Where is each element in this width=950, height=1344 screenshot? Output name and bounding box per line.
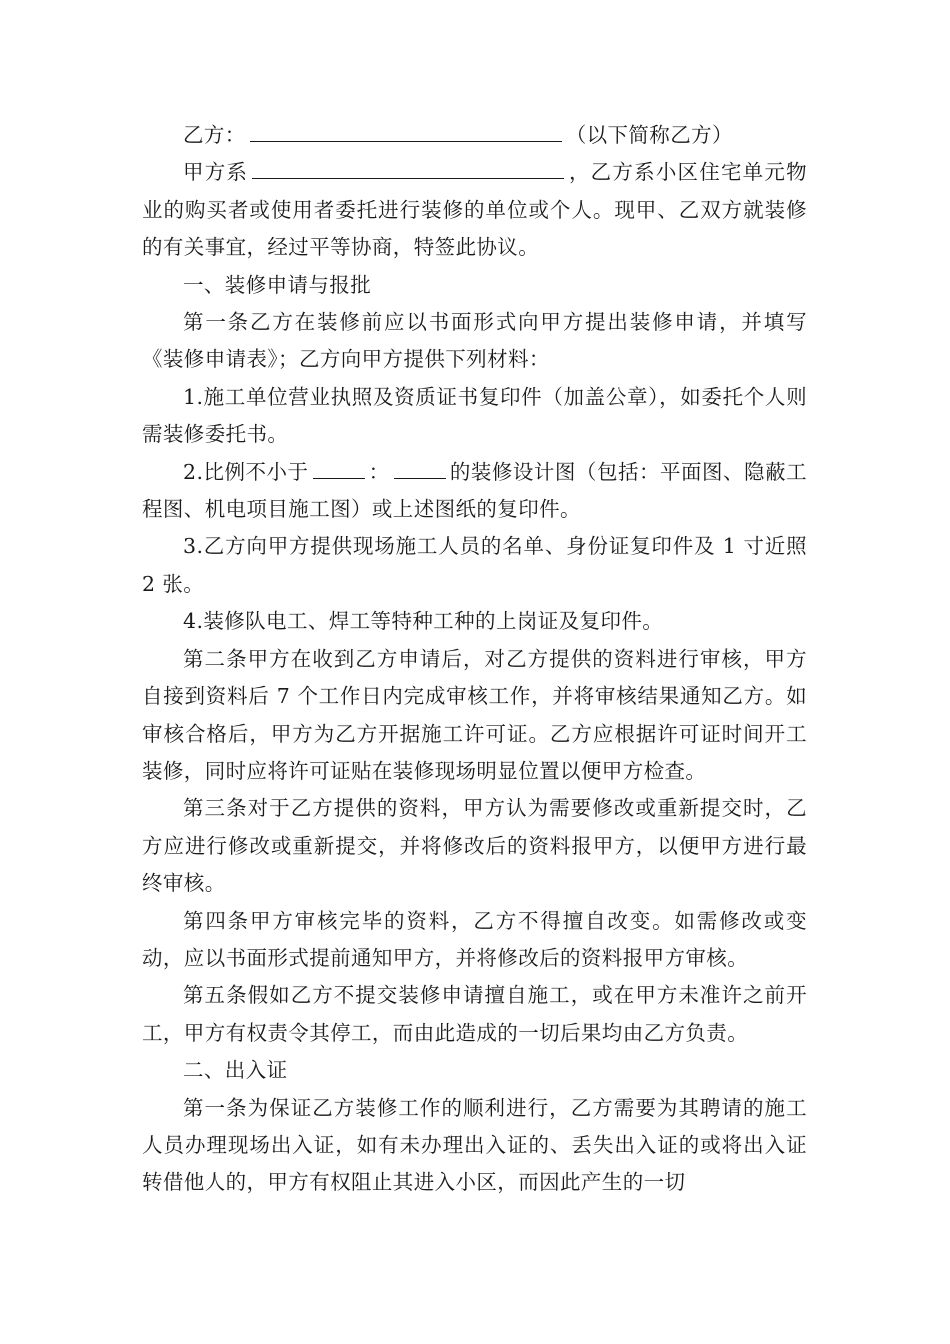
party-b-label: 乙方： — [183, 123, 246, 147]
intro-rest: ，乙方系小区住宅单元物业的购买者或使用者委托进行装修的单位或个人。现甲、乙双方就装修的有关事宜，经过平等协商，特签此协议。 — [142, 160, 808, 260]
article-4-no-changes: 第四条甲方审核完毕的资料，乙方不得擅自改变。如需修改或变动，应以书面形式提前通知甲方，并将修改后的资料报甲方审核。 — [142, 908, 807, 970]
material-item-3: 3.乙方向甲方提供现场施工人员的名单、身份证复印件及 1 寸近照 2 张。 — [142, 534, 807, 596]
intro-prefix: 甲方系 — [183, 160, 249, 185]
party-b-blank-field[interactable] — [250, 118, 562, 142]
material-item-1: 1.施工单位营业执照及资质证书复印件（加盖公章），如委托个人则需装修委托书。 — [142, 384, 807, 447]
party-b-line — [142, 117, 807, 154]
party-b-suffix: （以下简称乙方） — [565, 123, 733, 147]
party-a-blank-field[interactable] — [252, 155, 564, 179]
material-item-4: 4.装修队电工、焊工等特种工种的上岗证及复印件。 — [183, 609, 664, 634]
document-body — [142, 117, 807, 1202]
intro-paragraph — [142, 154, 807, 266]
section-heading-application: 一、装修申请与报批 — [183, 272, 372, 297]
scale-blank-2[interactable] — [394, 455, 446, 479]
scale-blank-1[interactable] — [313, 455, 365, 479]
section-heading-pass: 二、出入证 — [183, 1058, 288, 1083]
item-2-colon: ： — [368, 459, 390, 484]
article-2-review: 第二条甲方在收到乙方申请后，对乙方提供的资料进行审核，甲方自接到资料后 7 个工作日内完成审核工作，并将审核结果通知乙方。如审核合格后，甲方为乙方开据施工许可证。乙方应根据许可证时间开工装修，同时应将许可证贴在装修现场明显位置以便甲方检查。 — [142, 646, 807, 783]
item-2-suffix: 的装修设计图（包括：平面图、隐蔽工程图、机电项目施工图）或上述图纸的复印件。 — [142, 459, 807, 522]
article-5-penalty: 第五条假如乙方不提交装修申请擅自施工，或在甲方未准许之前开工，甲方有权责令其停工，而由此造成的一切后果均由乙方负责。 — [142, 983, 807, 1045]
article-3-resubmit: 第三条对于乙方提供的资料，甲方认为需要修改或重新提交时，乙方应进行修改或重新提交，并将修改后的资料报甲方，以便甲方进行最终审核。 — [142, 796, 807, 896]
article-1-pass: 第一条为保证乙方装修工作的顺利进行，乙方需要为其聘请的施工人员办理现场出入证，如有未办理出入证的、丢失出入证的或将出入证转借他人的，甲方有权阻止其进入小区，而因此产生的一切 — [142, 1095, 807, 1195]
item-2-prefix: 2.比例不小于 — [183, 459, 309, 484]
article-1-application: 第一条乙方在装修前应以书面形式向甲方提出装修申请，并填写《装修申请表》；乙方向甲方提供下列材料： — [142, 310, 807, 372]
material-item-2 — [142, 454, 807, 529]
